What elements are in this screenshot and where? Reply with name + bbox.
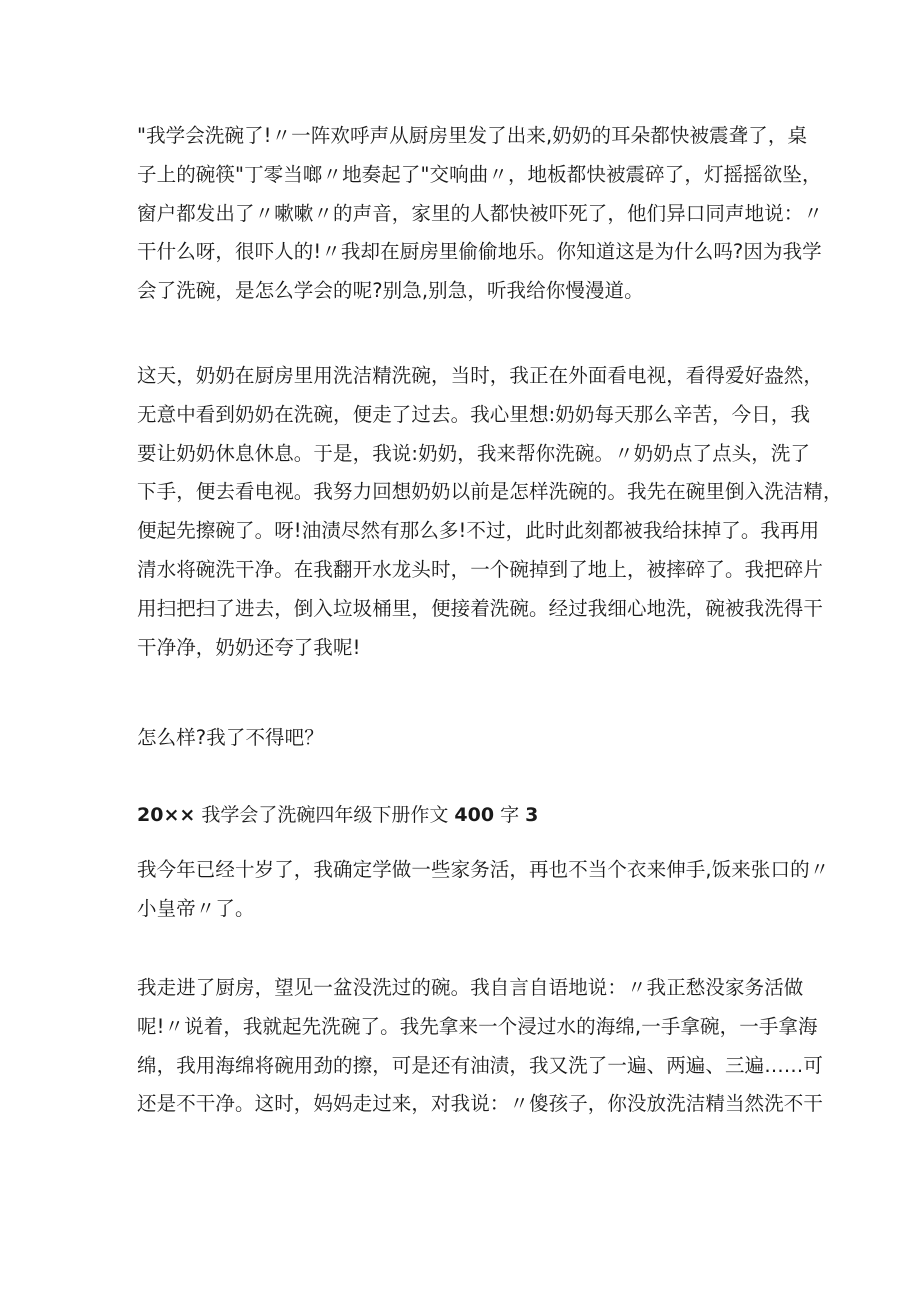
paragraph-4 bbox=[137, 851, 830, 929]
text-line: 我今年已经十岁了，我确定学做一些家务活，再也不当个衣来伸手,饭来张口的〃 bbox=[137, 858, 830, 881]
text-line: 小皇帝〃了。 bbox=[137, 896, 255, 920]
text-line: 会了洗碗，是怎么学会的呢?别急,别急，听我给你慢漫道。 bbox=[137, 279, 644, 303]
section-heading bbox=[137, 800, 538, 830]
text-line: 呢!〃说着，我就起先洗碗了。我先拿来一个浸过水的海绵,一手拿碗，一手拿海 bbox=[137, 1014, 818, 1038]
heading-number: 400 bbox=[454, 804, 495, 826]
paragraph-5 bbox=[137, 969, 824, 1124]
text-line: 干什么呀，很吓人的!〃我却在厨房里偷偷地乐。你知道这是为什么吗?因为我学 bbox=[137, 240, 822, 264]
text-line: 便起先擦碗了。呀!油渍尽然有那么多!不过，此时此刻都被我给抹掉了。我再用 bbox=[137, 519, 820, 543]
text-line: 这天，奶奶在厨房里用洗洁精洗碗，当时，我正在外面看电视，看得爱好盎然， bbox=[137, 364, 824, 387]
text-line: 干净净，奶奶还夸了我呢! bbox=[137, 635, 361, 659]
paragraph-3 bbox=[137, 719, 797, 758]
text-line: 怎么样?我了不得吧？ bbox=[137, 726, 324, 749]
heading-title: 我学会了洗碗四年级下册作文 bbox=[201, 804, 449, 826]
text-line: "我学会洗碗了!〃一阵欢呼声从厨房里发了出来,奶奶的耳朵都快被震聋了，桌 bbox=[137, 124, 808, 147]
paragraph-1 bbox=[137, 117, 824, 311]
heading-year: 20×× bbox=[137, 804, 196, 826]
text-line: 无意中看到奶奶在洗碗，便走了过去。我心里想:奶奶每天那么辛苦，今日，我 bbox=[137, 402, 811, 426]
text-line: 子上的碗筷"丁零当啷〃地奏起了"交响曲〃，地板都快被震碎了，灯摇摇欲坠， bbox=[137, 162, 822, 186]
text-line: 清水将碗洗干净。在我翻开水龙头时，一个碗掉到了地上，被摔碎了。我把碎片 bbox=[137, 557, 824, 581]
heading-unit: 字 bbox=[500, 804, 520, 826]
text-line: 用扫把扫了进去，倒入垃圾桶里，便接着洗碗。经过我细心地洗，碗被我洗得干 bbox=[137, 596, 824, 620]
text-line: 窗户都发出了〃嗽嗽〃的声音，家里的人都快被吓死了，他们异口同声地说：〃 bbox=[137, 201, 824, 225]
text-line: 还是不干净。这时，妈妈走过来，对我说：〃傻孩子，你没放洗洁精当然洗不干 bbox=[137, 1092, 824, 1116]
text-line: 下手，便去看电视。我努力回想奶奶以前是怎样洗碗的。我先在碗里倒入洗洁精， bbox=[137, 480, 843, 504]
text-line: 要让奶奶休息休息。于是，我说:奶奶，我来帮你洗碗。〃奶奶点了点头，洗了 bbox=[137, 441, 811, 465]
heading-index: 3 bbox=[525, 804, 539, 826]
text-line: 我走进了厨房，望见一盆没洗过的碗。我自言自语地说：〃我正愁没家务活做 bbox=[137, 976, 804, 999]
paragraph-2 bbox=[137, 357, 843, 667]
text-line: 绵，我用海绵将碗用劲的擦，可是还有油渍，我又洗了一遍、两遍、三遍……可 bbox=[137, 1053, 824, 1077]
